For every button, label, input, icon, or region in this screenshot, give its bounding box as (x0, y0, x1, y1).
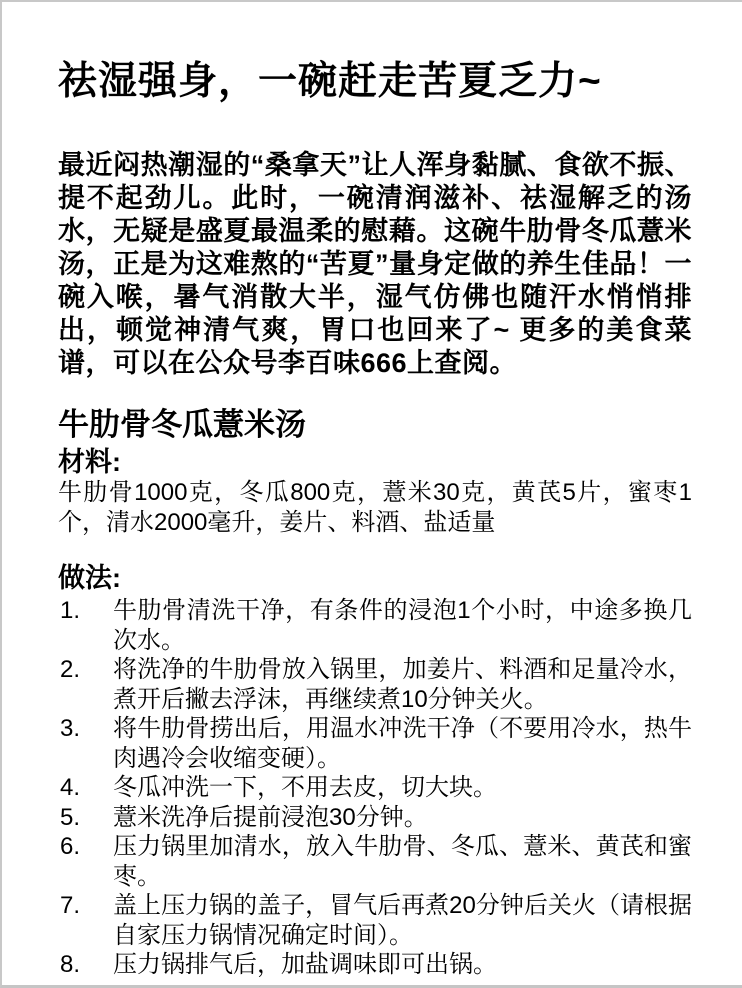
step-item-8 (58, 950, 692, 980)
step-item-2 (58, 655, 692, 714)
recipe-document (2, 2, 742, 980)
step-text: 将牛肋骨捞出后，用温水冲洗干净（不要用冷水，热牛肉遇冷会收缩变硬）。 (113, 715, 692, 772)
step-item-7 (58, 891, 692, 950)
step-text: 牛肋骨清洗干净，有条件的浸泡1个小时，中途多换几次水。 (113, 597, 692, 654)
steps-label: 做法: (58, 563, 121, 593)
step-text: 盖上压力锅的盖子，冒气后再煮20分钟后关火（请根据自家压力锅情况确定时间）。 (113, 892, 692, 949)
step-text: 薏米洗净后提前浸泡30分钟。 (113, 803, 428, 831)
step-text: 将洗净的牛肋骨放入锅里，加姜片、料酒和足量冷水，煮开后撇去浮沫，再继续煮10分钟关火。 (113, 656, 692, 713)
page-title: 祛湿强身，一碗赶走苦夏乏力~ (58, 60, 602, 103)
step-text: 冬瓜冲洗一下，不用去皮，切大块。 (113, 774, 497, 801)
step-item-4 (58, 773, 692, 803)
recipe-title: 牛肋骨冬瓜薏米汤 (58, 407, 306, 442)
ingredients-text: 牛肋骨1000克，冬瓜800克，薏米30克，黄芪5片，蜜枣1个，清水2000毫升，姜片、料酒、盐适量 (58, 479, 692, 536)
step-item-1 (58, 596, 692, 655)
step-text: 压力锅里加清水，放入牛肋骨、冬瓜、薏米、黄芪和蜜枣。 (113, 833, 692, 890)
ingredients-label: 材料: (58, 447, 121, 477)
step-item-3 (58, 714, 692, 773)
step-item-6 (58, 832, 692, 891)
step-item-5 (58, 803, 692, 833)
step-text: 压力锅排气后，加盐调味即可出锅。 (113, 951, 497, 978)
steps-list (58, 596, 692, 980)
intro-paragraph: 最近闷热潮湿的“桑拿天”让人浑身黏腻、食欲不振、提不起劲儿。此时，一碗清润滋补、祛湿解乏的汤水，无疑是盛夏最温柔的慰藉。这碗牛肋骨冬瓜薏米汤，正是为这难熬的“苦夏”量身定做的养生佳品！一碗入喉，暑气消散大半，湿气仿佛也随汗水悄悄排出，顿觉神清气爽，胃口也回来了~ 更多的美食菜谱，可以在公众号李百味666上查阅。 (58, 150, 692, 378)
